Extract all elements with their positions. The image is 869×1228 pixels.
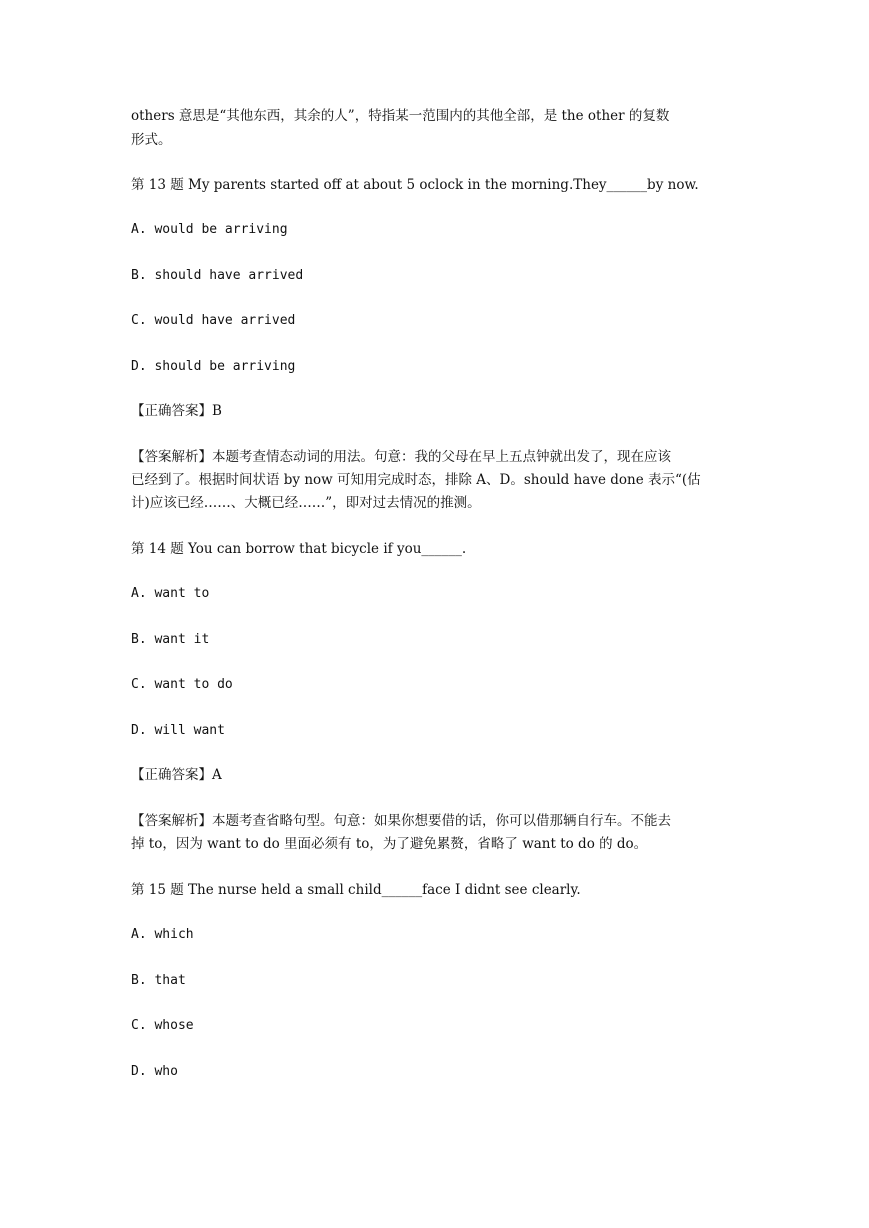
question-13: 第 13 题 My parents started off at about 5 oclock in the morning.They______by now.: [131, 177, 699, 193]
q14-analysis-line-2: 掉 to，因为 want to do 里面必须有 to，为了避免累赘，省略了 want to do 的 do。: [131, 836, 648, 852]
q14-option-c: C. want to do: [131, 677, 233, 692]
q13-analysis-line-2: 已经到了。根据时间状语 by now 可知用完成时态，排除 A、D。should have done 表示“(估: [131, 472, 701, 488]
q15-option-d: D. who: [131, 1064, 178, 1079]
q13-option-c: C. would have arrived: [131, 313, 296, 328]
q13-option-d: D. should be arriving: [131, 359, 296, 374]
q15-option-b: B. that: [131, 973, 186, 988]
q13-analysis-line-3: 计)应该已经……、大概已经……”，即对过去情况的推测。: [131, 495, 481, 511]
q15-option-c: C. whose: [131, 1018, 194, 1033]
q13-option-b: B. should have arrived: [131, 268, 304, 283]
q15-option-a: A. which: [131, 927, 194, 942]
q13-option-a: A. would be arriving: [131, 222, 288, 237]
q13-correct-answer: 【正确答案】B: [131, 403, 222, 419]
q14-analysis-line-1: 【答案解析】本题考查省略句型。句意：如果你想要借的话，你可以借那辆自行车。不能去: [131, 813, 671, 829]
q14-option-a: A. want to: [131, 586, 210, 601]
q14-option-b: B. want it: [131, 632, 210, 647]
intro-text-line-2: 形式。: [131, 132, 172, 148]
intro-text-line-1: others 意思是“其他东西，其余的人”，特指某一范围内的其他全部，是 the other 的复数: [131, 108, 670, 124]
q14-option-d: D. will want: [131, 723, 225, 738]
q14-correct-answer: 【正确答案】A: [131, 767, 222, 783]
q13-analysis-line-1: 【答案解析】本题考查情态动词的用法。句意：我的父母在早上五点钟就出发了，现在应该: [131, 449, 671, 465]
question-15: 第 15 题 The nurse held a small child______face I didnt see clearly.: [131, 882, 581, 898]
question-14: 第 14 题 You can borrow that bicycle if you______.: [131, 541, 467, 557]
